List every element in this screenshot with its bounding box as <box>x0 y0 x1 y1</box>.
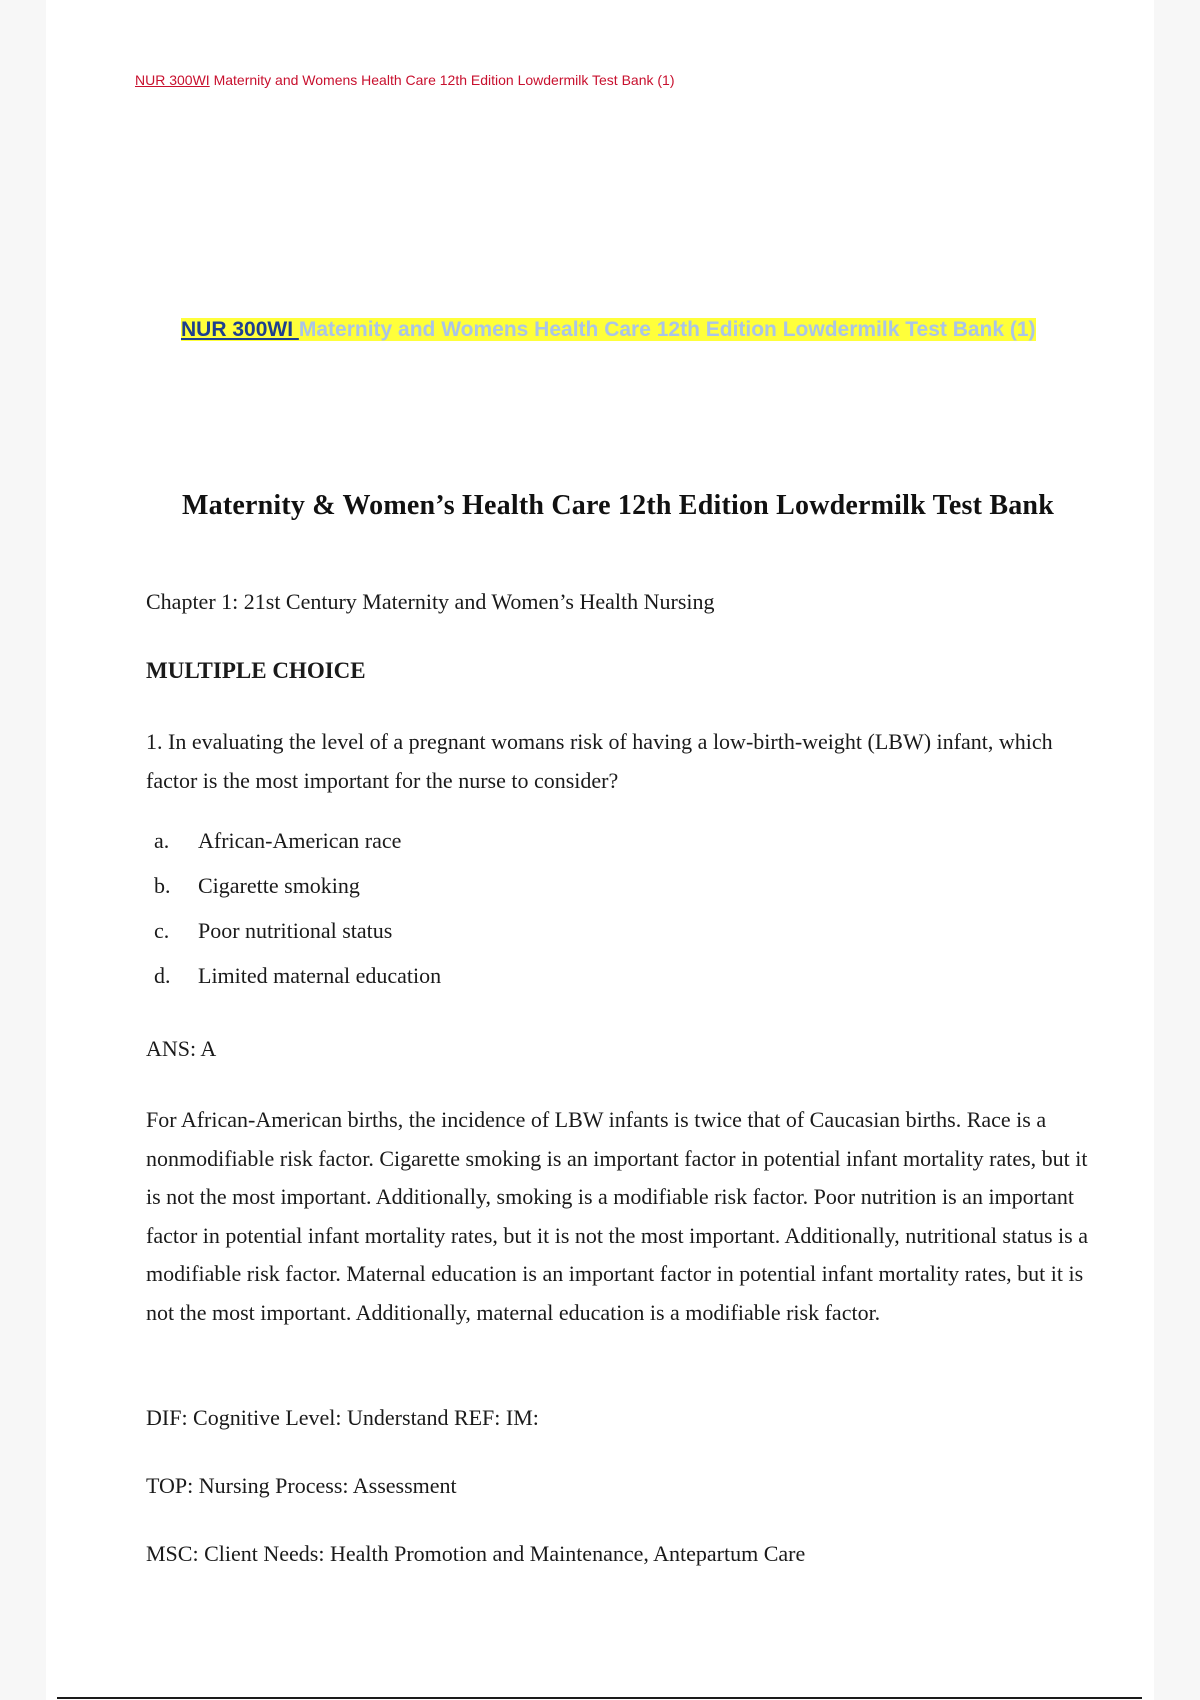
section-heading: MULTIPLE CHOICE <box>146 658 366 683</box>
header-course-code[interactable]: NUR 300WI <box>135 72 210 88</box>
option-letter: a. <box>154 828 170 853</box>
rationale-text: For African-American births, the incidence of LBW infants is twice that of Caucasian births. Race is a nonmodifiable risk factor. Cigarette smoking is an important factor in potential infant mortality rates, but it is not the most important. Additionally, smoking is a modifiable risk factor. Poor nutrition is an important factor in potential infant mortality rates, but it is not the most important. Additionally, nutritional status is a modifiable risk factor. Maternal education is an important factor in potential infant mortality rates, but it is not the most important. Additionally, maternal education is a modifiable risk factor. <box>146 1107 1088 1325</box>
option-letter: b. <box>154 873 171 898</box>
topic-line: TOP: Nursing Process: Assessment <box>146 1473 457 1498</box>
highlight-title: Maternity and Womens Health Care 12th Edition Lowdermilk Test Bank (1) <box>298 318 1036 341</box>
answer-key: ANS: A <box>146 1036 217 1061</box>
highlight-mark <box>181 318 1036 341</box>
option-letter: c. <box>154 918 170 943</box>
client-needs-line: MSC: Client Needs: Health Promotion and Maintenance, Antepartum Care <box>146 1541 806 1566</box>
option-text: Poor nutritional status <box>198 918 393 943</box>
option-text: African-American race <box>198 828 402 853</box>
answer-options <box>146 822 441 1002</box>
option-a <box>146 822 441 867</box>
option-text: Cigarette smoking <box>198 873 360 898</box>
chapter-heading: Chapter 1: 21st Century Maternity and Women’s Health Nursing <box>146 589 715 614</box>
question-text: 1. In evaluating the level of a pregnant womans risk of having a low-birth-weight (LBW) infant, which factor is the most important for the nurse to consider? <box>146 729 1053 793</box>
highlight-course-code[interactable]: NUR 300WI <box>181 318 299 341</box>
highlighted-title-block <box>181 316 1096 343</box>
option-d <box>146 957 441 1002</box>
option-text: Limited maternal education <box>198 963 442 988</box>
header-document-link[interactable] <box>135 72 675 88</box>
option-letter: d. <box>154 963 171 988</box>
header-title[interactable]: Maternity and Womens Health Care 12th Edition Lowdermilk Test Bank (1) <box>209 72 675 88</box>
difficulty-line: DIF: Cognitive Level: Understand REF: IM: <box>146 1405 539 1430</box>
option-c <box>146 912 441 957</box>
footer-divider <box>57 1697 1142 1699</box>
document-title: Maternity & Women’s Health Care 12th Edition Lowdermilk Test Bank <box>182 490 1054 521</box>
option-b <box>146 867 441 912</box>
